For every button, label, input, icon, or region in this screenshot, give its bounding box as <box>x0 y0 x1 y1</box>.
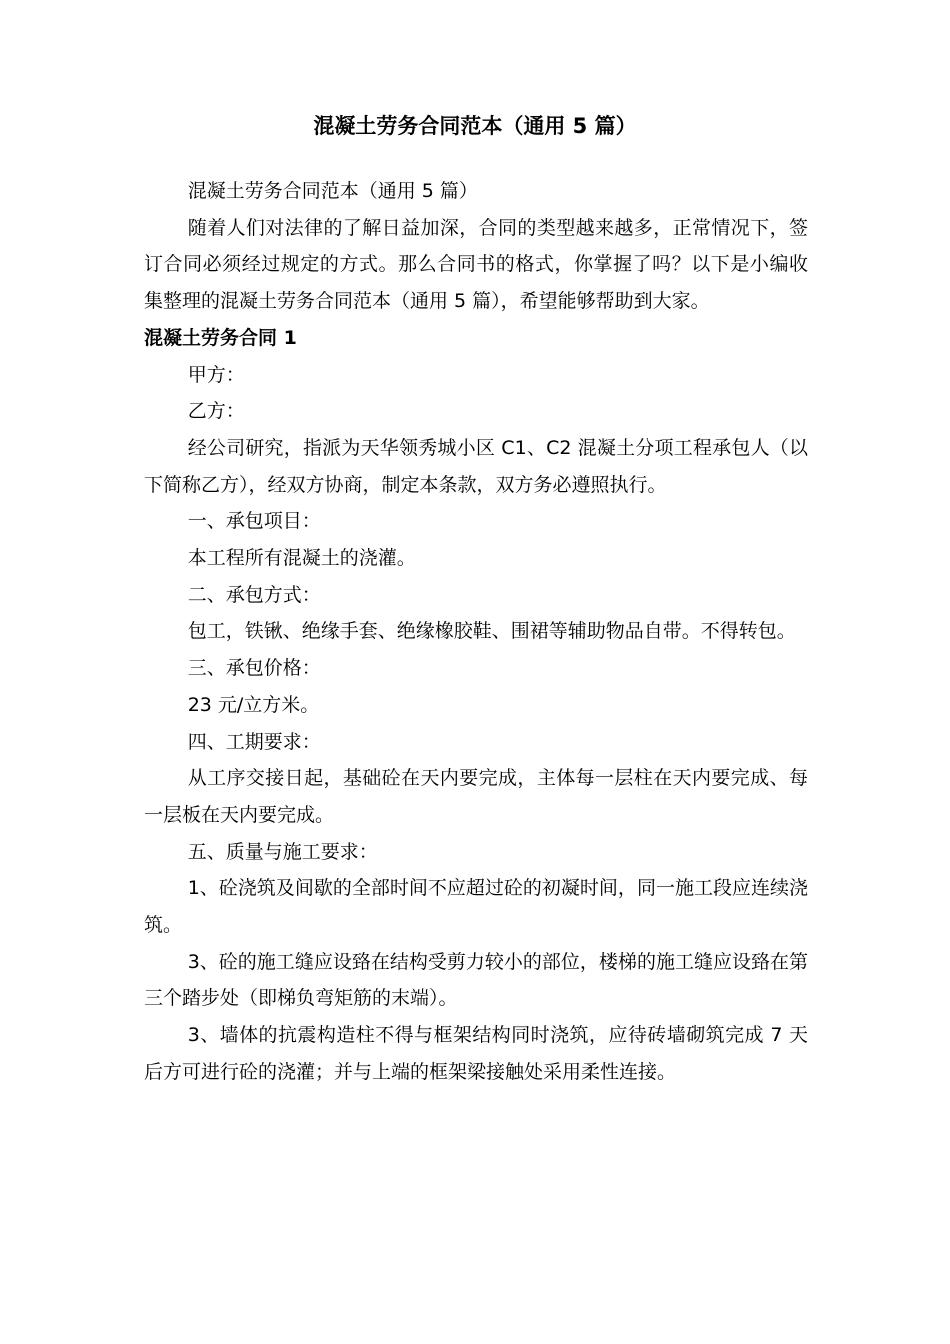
party-a-label: 甲方： <box>187 363 245 386</box>
item5-point-3: 3、墙体的抗震构造柱不得与框架结构同时浇筑，应待砖墙砌筑完成 7 天后方可进行砼的浇灌；并与上端的框架梁接触处采用柔性连接。 <box>144 1024 808 1083</box>
document-title: 混凝土劳务合同范本（通用 5 篇） <box>313 114 637 138</box>
intro-paragraph: 随着人们对法律的了解日益加深，合同的类型越来越多，正常情况下，签订合同必须经过规定的方式。那么合同书的格式，你掌握了吗？以下是小编收集整理的混凝土劳务合同范本（通用 5 篇），希望能够帮助到大家。 <box>144 216 808 313</box>
item4-heading: 四、工期要求： <box>187 730 321 753</box>
intro-heading: 混凝土劳务合同范本（通用 5 篇） <box>187 180 478 202</box>
item5-heading: 五、质量与施工要求： <box>187 840 378 863</box>
party-b-label: 乙方： <box>187 400 245 423</box>
item2-heading: 二、承包方式： <box>187 583 321 606</box>
item3-heading: 三、承包价格： <box>187 657 321 680</box>
item5-point-2: 3、砼的施工缝应设臵在结构受剪力较小的部位，楼梯的施工缝应设臵在第三个踏步处（即梯负弯矩筋的末端）。 <box>144 950 808 1010</box>
item4-text: 从工序交接日起，基础砼在天内要完成，主体每一层柱在天内要完成、每一层板在天内要完成。 <box>144 767 808 826</box>
item3-text: 23 元/立方米。 <box>187 693 320 716</box>
item2-text: 包工，铁锹、绝缘手套、绝缘橡胶鞋、围裙等辅助物品自带。不得转包。 <box>187 620 796 643</box>
item1-text: 本工程所有混凝土的浇灌。 <box>187 547 416 570</box>
item1-heading: 一、承包项目： <box>187 510 321 533</box>
section-title: 混凝土劳务合同 1 <box>144 326 297 349</box>
item5-point-1: 1、砼浇筑及间歇的全部时间不应超过砼的初凝时间，同一施工段应连续浇筑。 <box>144 877 808 937</box>
preamble-paragraph: 经公司研究，指派为天华领秀城小区 C1、C2 混凝土分项工程承包人（以下简称乙方），经双方协商，制定本条款，双方务必遵照执行。 <box>144 436 808 496</box>
document-body <box>144 173 808 1091</box>
